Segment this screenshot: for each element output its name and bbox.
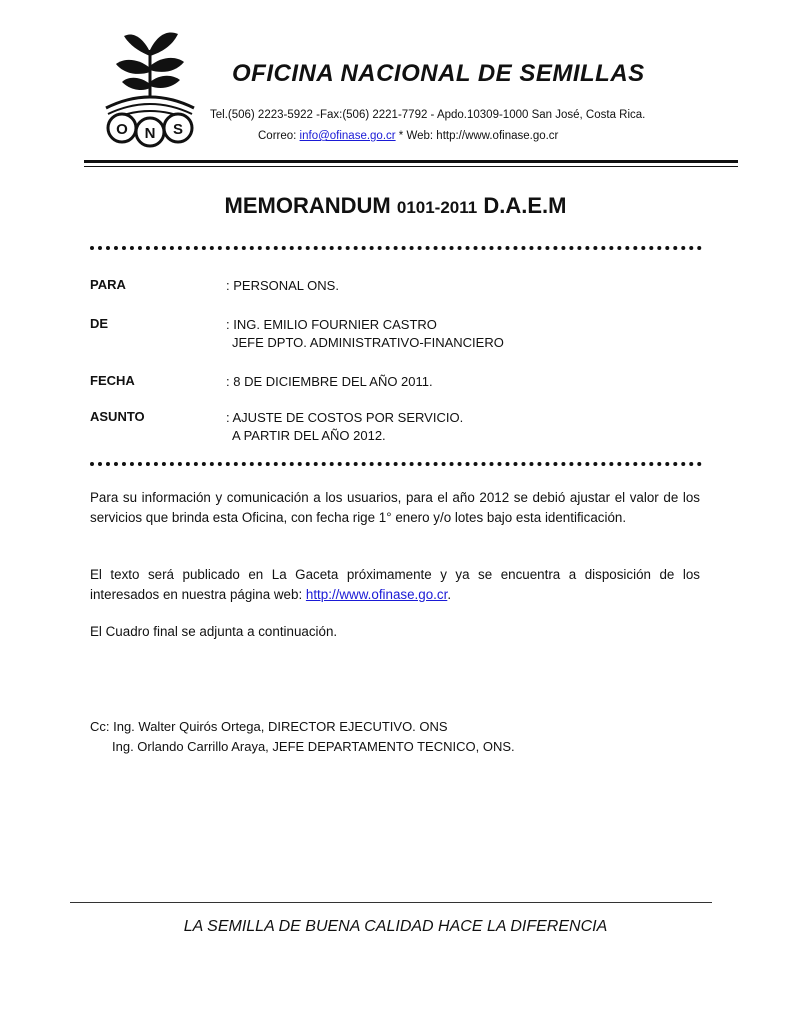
- field-fecha-line: : 8 DE DICIEMBRE DEL AÑO 2011.: [226, 374, 433, 389]
- dotted-divider-bottom: [90, 462, 702, 466]
- field-para-line: : PERSONAL ONS.: [226, 278, 339, 293]
- field-de-line-2: JEFE DPTO. ADMINISTRATIVO-FINANCIERO: [232, 335, 504, 350]
- field-label-fecha: FECHA: [90, 373, 135, 388]
- email-link[interactable]: info@ofinase.go.cr: [299, 130, 396, 142]
- memo-title-word: MEMORANDUM: [224, 193, 397, 218]
- footer-motto: LA SEMILLA DE BUENA CALIDAD HACE LA DIFERENCIA: [183, 918, 608, 935]
- org-name: OFICINA NACIONAL DE SEMILLAS: [232, 60, 645, 87]
- memo-title-suffix: D.A.E.M: [477, 193, 567, 218]
- contact-line: Tel.(506) 2223-5922 -Fax:(506) 2221-7792 - Apdo.10309-1000 San José, Costa Rica.: [210, 109, 646, 121]
- field-label-para: PARA: [90, 277, 126, 292]
- ons-logo: [102, 28, 198, 150]
- cc-line-1: Cc: Ing. Walter Quirós Ortega, DIRECTOR EJECUTIVO. ONS: [90, 719, 448, 734]
- field-de-line-1: : ING. EMILIO FOURNIER CASTRO: [226, 317, 437, 332]
- body-paragraph-2-text: El texto será publicado en La Gaceta próximamente y ya se encuentra a disposición de los interesados en nuestra página web:: [90, 567, 700, 602]
- contact-line-web: [258, 130, 558, 142]
- field-value-fecha: [226, 373, 433, 391]
- cc-line-2: Ing. Orlando Carrillo Araya, JEFE DEPARTAMENTO TECNICO, ONS.: [112, 739, 515, 754]
- field-asunto-line-2: A PARTIR DEL AÑO 2012.: [232, 428, 386, 443]
- field-asunto-line-1: : AJUSTE DE COSTOS POR SERVICIO.: [226, 410, 464, 425]
- web-text: * Web: http://www.ofinase.go.cr: [395, 130, 559, 142]
- field-value-asunto: [226, 409, 463, 445]
- website-link[interactable]: http://www.ofinase.go.cr: [305, 586, 448, 602]
- field-label-de: DE: [90, 316, 109, 331]
- svg-text:N: N: [144, 125, 156, 142]
- body-paragraph-1: Para su información y comunicación a los usuarios, para el año 2012 se debió ajustar el valor de los servicios que brinda esta Oficina, con fecha rige 1° enero y/o lotes bajo esta identificación.: [90, 490, 700, 525]
- footer-rule: [70, 902, 712, 903]
- email-prefix: Correo:: [258, 130, 300, 142]
- header-rule-thin: [84, 166, 738, 167]
- cc-block: [90, 717, 515, 757]
- memo-number: 0101-2011: [396, 198, 478, 217]
- field-value-de: [226, 316, 504, 352]
- svg-text:S: S: [172, 121, 184, 138]
- body-paragraph-3: El Cuadro final se adjunta a continuación.: [90, 624, 338, 639]
- memo-title: [0, 193, 791, 219]
- dotted-divider-top: [90, 246, 702, 250]
- body-paragraph-2-end: .: [447, 586, 452, 602]
- field-label-asunto: ASUNTO: [90, 409, 145, 424]
- svg-text:O: O: [116, 121, 128, 138]
- body-paragraph-2: [90, 565, 700, 604]
- field-value-para: [226, 277, 339, 295]
- header-rule: [84, 160, 738, 163]
